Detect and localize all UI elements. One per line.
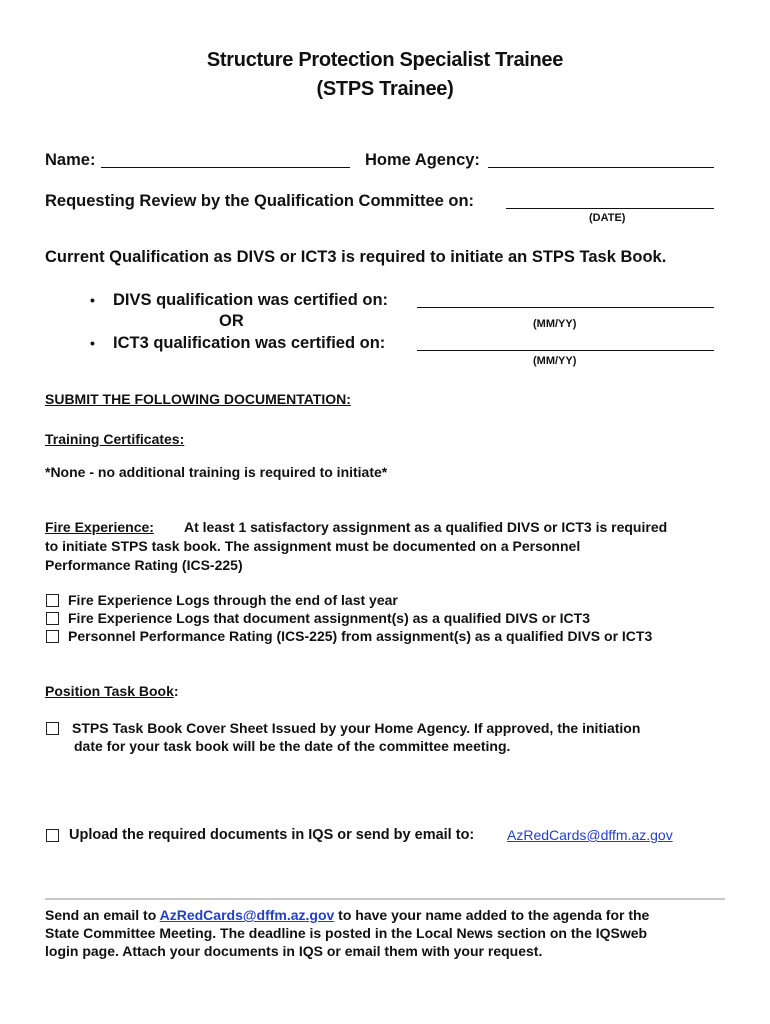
- home-agency-field[interactable]: [488, 150, 714, 168]
- title-line-2: (STPS Trainee): [316, 78, 454, 100]
- fire-heading: Fire Experience:: [45, 519, 154, 535]
- divs-label: DIVS qualification was certified on:: [113, 291, 389, 309]
- name-label: Name:: [45, 151, 96, 169]
- footer-email-link[interactable]: AzRedCards@dffm.az.gov: [159, 907, 335, 923]
- upload-email-link[interactable]: AzRedCards@dffm.az.gov: [507, 827, 673, 843]
- footer-prefix: Send an email to: [45, 907, 160, 923]
- task-book-cover-checkbox[interactable]: [46, 722, 59, 735]
- fire-text-line-1: At least 1 satisfactory assignment as a qualified DIVS or ICT3 is required: [184, 519, 668, 535]
- home-agency-label: Home Agency:: [365, 151, 480, 169]
- submit-heading: SUBMIT THE FOLLOWING DOCUMENTATION:: [45, 391, 351, 407]
- performance-rating-label: Personnel Performance Rating (ICS-225) from assignment(s) as a qualified DIVS or ICT3: [68, 628, 653, 644]
- divs-date-field[interactable]: [417, 290, 714, 308]
- task-book-cover-line-2: date for your task book will be the date of the committee meeting.: [74, 738, 511, 754]
- fire-logs-assignment-checkbox[interactable]: [46, 612, 59, 625]
- upload-checkbox[interactable]: [46, 829, 59, 842]
- fire-logs-checkbox[interactable]: [46, 594, 59, 607]
- performance-rating-checkbox[interactable]: [46, 630, 59, 643]
- footer-line-3: login page. Attach your documents in IQS or email them with your request.: [45, 943, 543, 959]
- name-field[interactable]: [101, 150, 350, 168]
- fire-text-line-3: Performance Rating (ICS-225): [45, 557, 243, 573]
- footer-line-2: State Committee Meeting. The deadline is posted in the Local News section on the IQSweb: [45, 925, 648, 941]
- fire-logs-assignment-label: Fire Experience Logs that document assignment(s) as a qualified DIVS or ICT3: [68, 610, 591, 626]
- fire-text-line-2: to initiate STPS task book. The assignment must be documented on a Personnel: [45, 538, 581, 554]
- qualification-requirement: Current Qualification as DIVS or ICT3 is required to initiate an STPS Task Book.: [45, 248, 667, 266]
- fire-logs-label: Fire Experience Logs through the end of last year: [68, 592, 398, 608]
- position-heading: [45, 683, 179, 699]
- date-hint: (DATE): [589, 212, 626, 224]
- or-label: OR: [219, 312, 244, 330]
- task-book-cover-line-1: STPS Task Book Cover Sheet Issued by your Home Agency. If approved, the initiation: [72, 720, 641, 736]
- training-note: *None - no additional training is required to initiate*: [45, 464, 388, 480]
- divs-mmyy-hint: (MM/YY): [533, 318, 577, 330]
- training-heading: Training Certificates:: [45, 431, 185, 447]
- review-label: Requesting Review by the Qualification Committee on:: [45, 192, 475, 210]
- position-heading-text: Position Task Book: [45, 683, 174, 699]
- ict3-mmyy-hint: (MM/YY): [533, 355, 577, 367]
- review-date-field[interactable]: [506, 191, 714, 209]
- bullet-icon: •: [90, 335, 95, 351]
- ict3-label: ICT3 qualification was certified on:: [113, 334, 386, 352]
- divider: [45, 898, 725, 900]
- bullet-icon: •: [90, 292, 95, 308]
- footer-line-1-suffix: to have your name added to the agenda for the: [334, 907, 650, 923]
- footer-line-1: [45, 907, 649, 923]
- ict3-date-field[interactable]: [417, 333, 714, 351]
- upload-text: Upload the required documents in IQS or send by email to:: [69, 827, 475, 843]
- position-heading-colon: :: [173, 683, 179, 699]
- title-line-1: Structure Protection Specialist Trainee: [206, 49, 564, 71]
